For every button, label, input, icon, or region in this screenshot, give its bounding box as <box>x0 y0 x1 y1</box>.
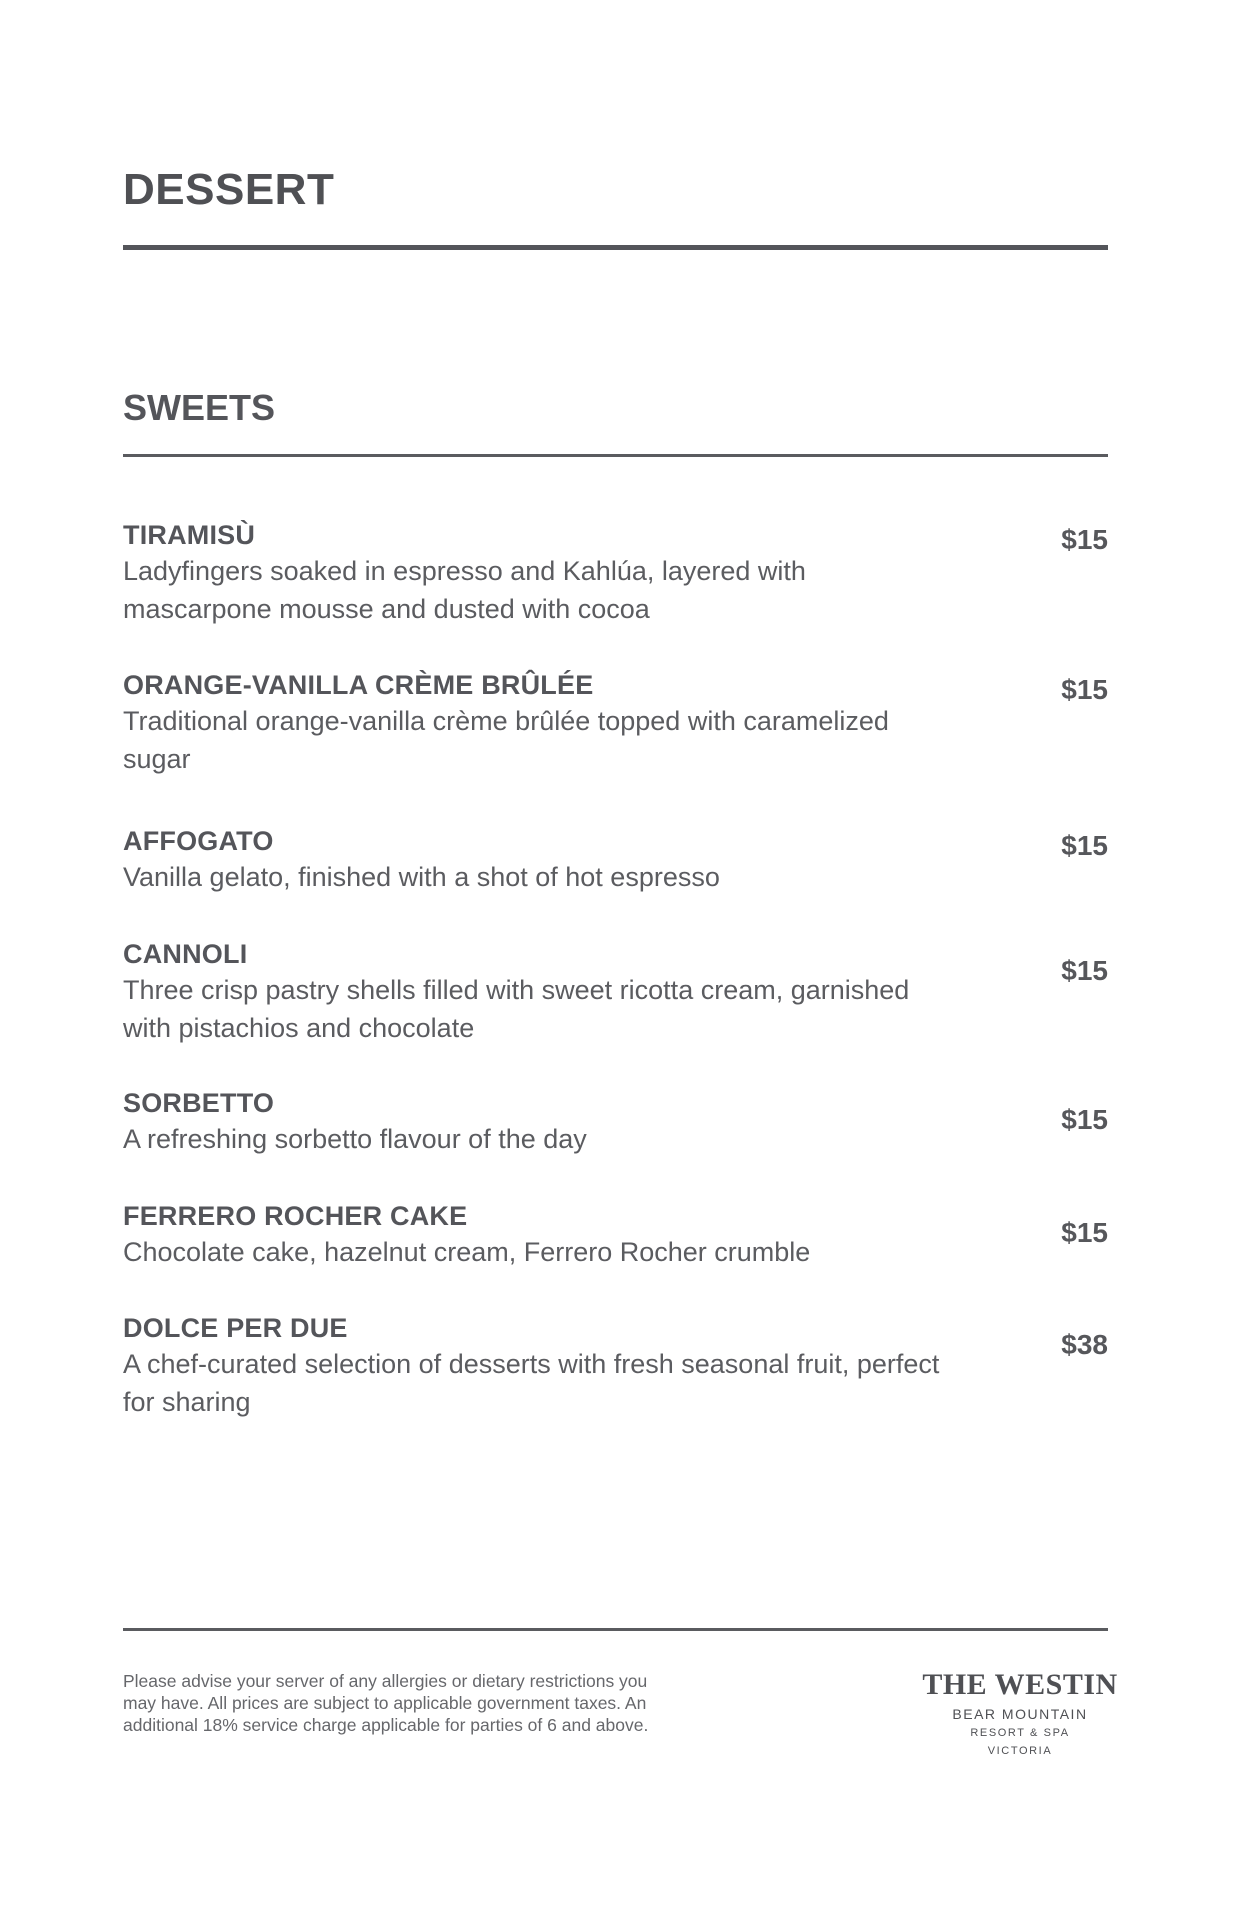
item-description: Chocolate cake, hazelnut cream, Ferrero Rocher crumble <box>123 1237 811 1267</box>
menu-item-tiramisu <box>123 518 1108 628</box>
item-description: Traditional orange-vanilla crème brûlée topped with caramelized sugar <box>123 706 889 774</box>
westin-logo <box>920 1668 1120 1760</box>
item-price: $15 <box>1061 1217 1108 1248</box>
item-name: DOLCE PER DUE <box>123 1313 348 1343</box>
item-name: SORBETTO <box>123 1088 275 1118</box>
item-description: A chef-curated selection of desserts with fresh seasonal fruit, perfect for sharing <box>123 1349 940 1417</box>
page-title: DESSERT <box>123 165 335 214</box>
menu-item-dolce-per-due <box>123 1311 1108 1421</box>
allergy-disclaimer: Please advise your server of any allergies or dietary restrictions you may have. All prices are subject to applicable government taxes. An additional 18% service charge applicable for parties of 6 and above. <box>123 1671 649 1735</box>
item-name: AFFOGATO <box>123 826 274 856</box>
footer-divider <box>123 1628 1108 1631</box>
menu-item-ferrero-rocher-cake <box>123 1199 1108 1271</box>
section-title: SWEETS <box>123 387 276 428</box>
item-description: Three crisp pastry shells filled with sweet ricotta cream, garnished with pistachios and chocolate <box>123 975 910 1043</box>
menu-item-affogato <box>123 824 1108 896</box>
item-price: $38 <box>1061 1329 1108 1360</box>
item-price: $15 <box>1061 1104 1108 1135</box>
item-name: ORANGE-VANILLA CRÈME BRÛLÉE <box>123 670 594 700</box>
logo-resort-type: RESORT & SPA <box>970 1727 1070 1739</box>
item-description: Ladyfingers soaked in espresso and Kahlúa, layered with mascarpone mousse and dusted with cocoa <box>123 556 806 624</box>
item-name: FERRERO ROCHER CAKE <box>123 1201 468 1231</box>
logo-location: VICTORIA <box>987 1745 1053 1757</box>
item-price: $15 <box>1061 830 1108 861</box>
item-name: CANNOLI <box>123 939 248 969</box>
logo-wordmark: THE WESTIN <box>922 1668 1118 1701</box>
section-divider <box>123 454 1108 457</box>
item-price: $15 <box>1061 955 1108 986</box>
menu-item-creme-brulee <box>123 668 1108 778</box>
menu-item-sorbetto <box>123 1086 1108 1158</box>
title-divider <box>123 245 1108 250</box>
item-description: Vanilla gelato, finished with a shot of hot espresso <box>123 862 720 892</box>
item-description: A refreshing sorbetto flavour of the day <box>123 1124 587 1154</box>
logo-resort-name: BEAR MOUNTAIN <box>952 1706 1088 1722</box>
item-price: $15 <box>1061 524 1108 555</box>
item-price: $15 <box>1061 674 1108 705</box>
item-name: TIRAMISÙ <box>123 520 256 550</box>
menu-item-cannoli <box>123 937 1108 1047</box>
